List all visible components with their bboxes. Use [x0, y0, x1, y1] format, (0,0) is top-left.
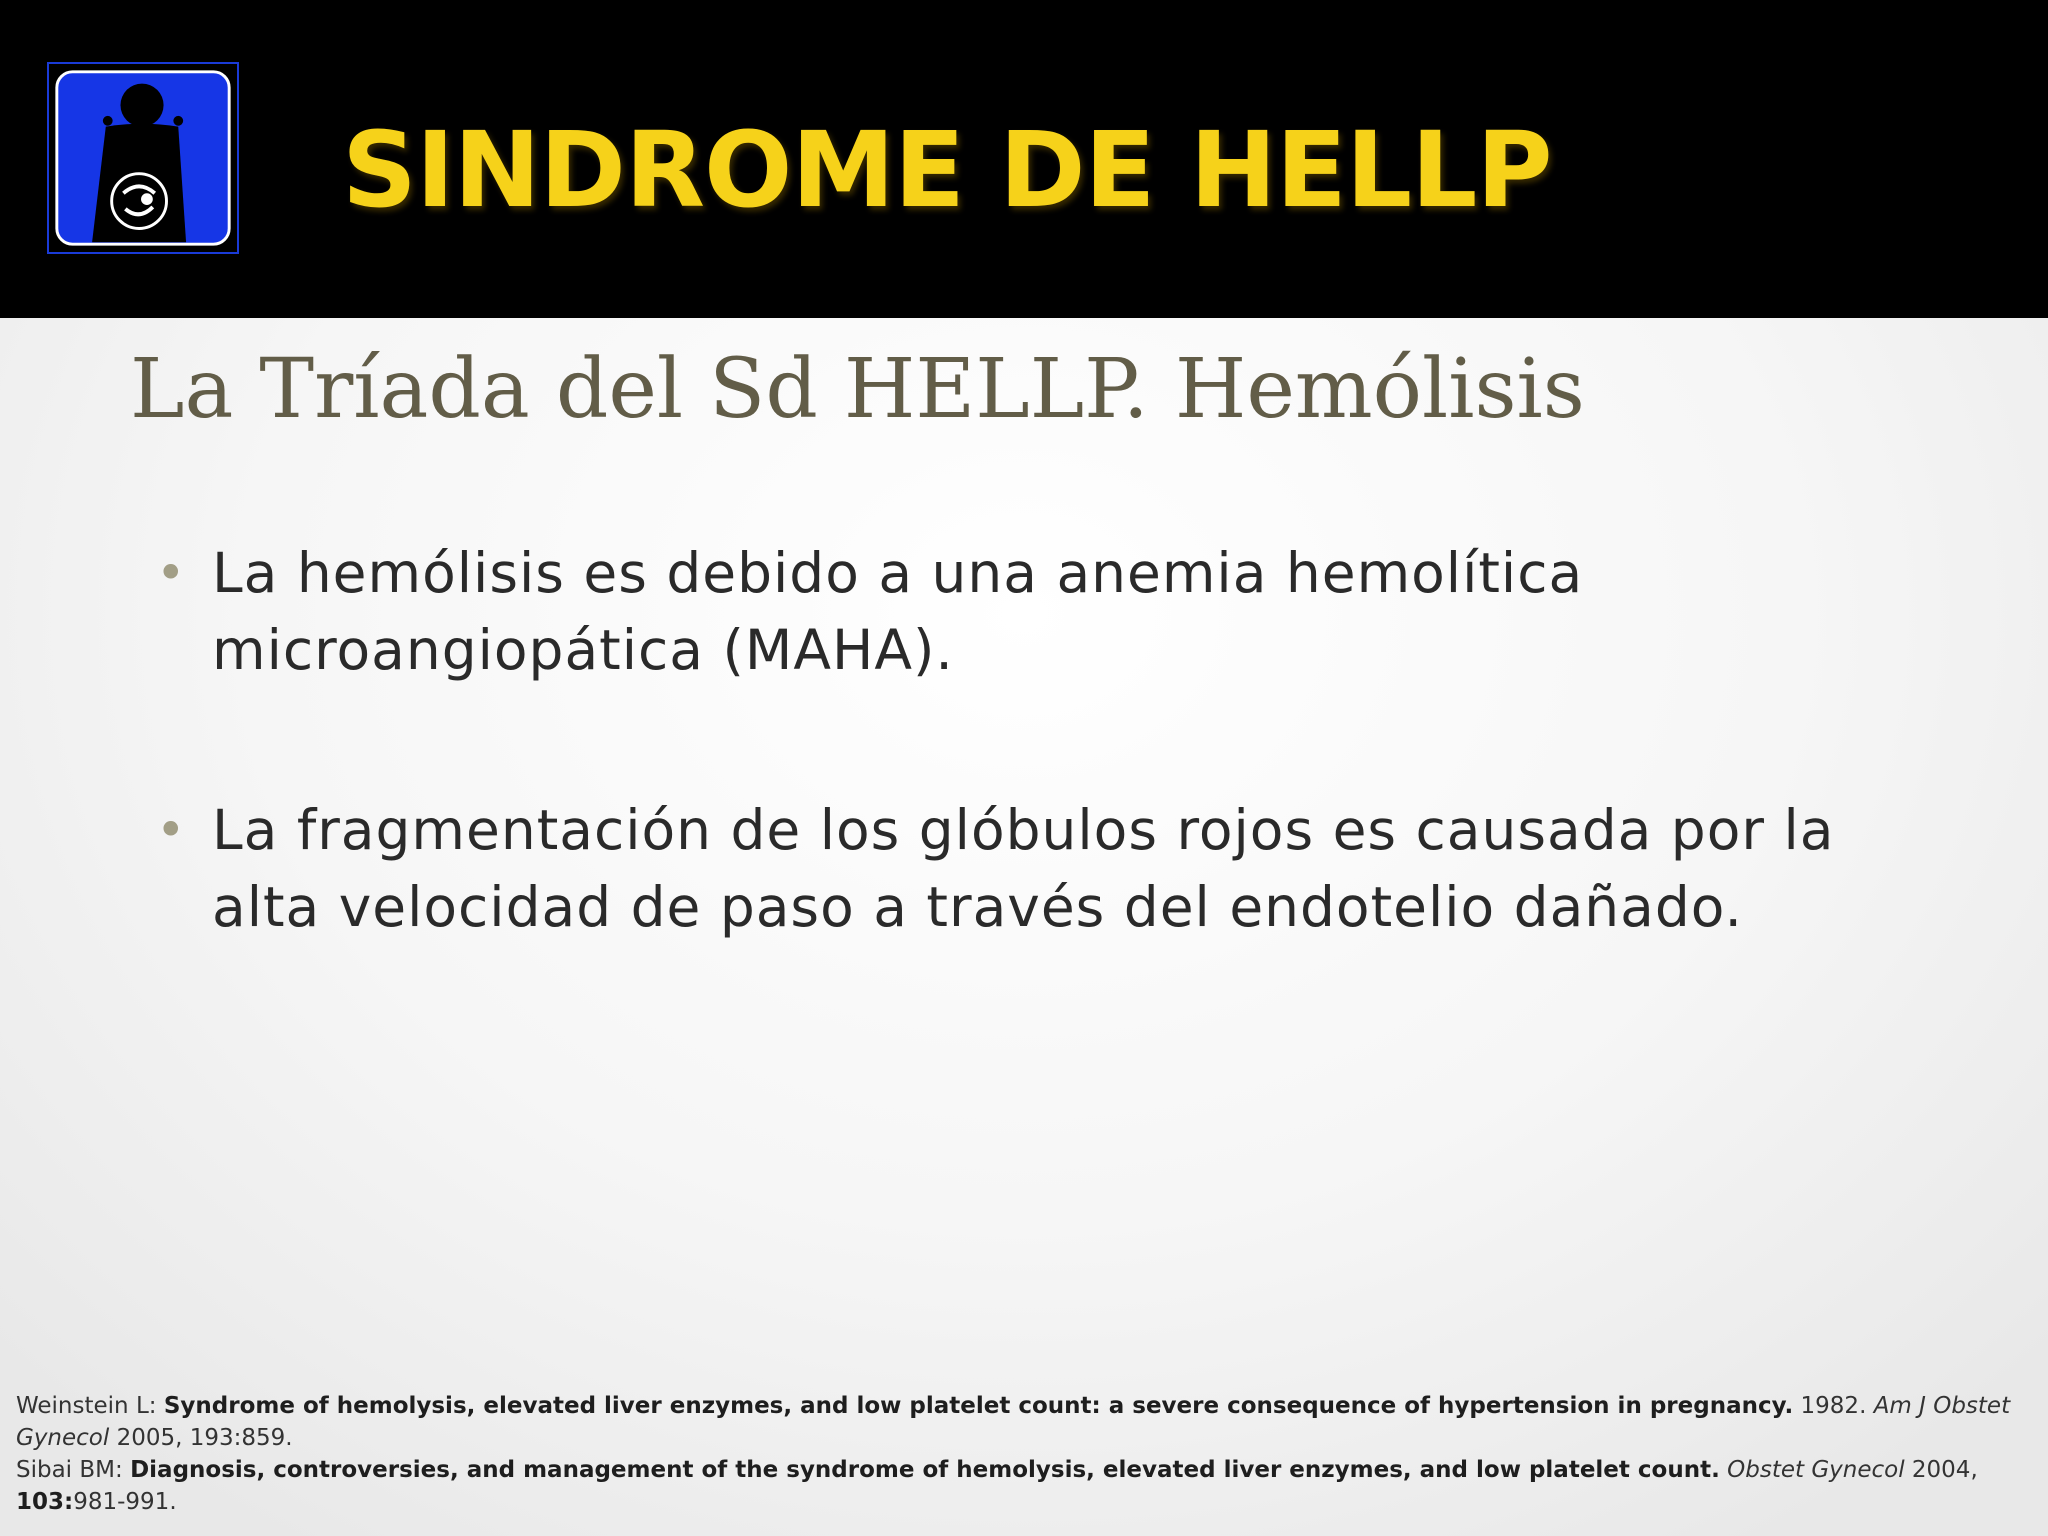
reference-journal: Obstet Gynecol — [1727, 1457, 1905, 1483]
bullet-text: La fragmentación de los glóbulos rojos es causada por la alta velocidad de paso a través del endotelio dañado. — [212, 798, 1835, 939]
reference-1 — [16, 1390, 2036, 1454]
references — [16, 1390, 2036, 1518]
reference-year: 2004, — [1904, 1457, 1978, 1483]
reference-2 — [16, 1454, 2036, 1518]
reference-author: Weinstein L: — [16, 1393, 164, 1419]
bullet-item — [150, 792, 1910, 946]
reference-title: Diagnosis, controversies, and management of the syndrome of hemolysis, elevated liver enzymes, and low platelet count. — [130, 1457, 1720, 1483]
reference-pages: 981-991. — [73, 1489, 177, 1515]
bullet-list — [150, 535, 1910, 1049]
reference-details: 2005, 193:859. — [109, 1425, 293, 1451]
bullet-marker: • — [156, 544, 187, 602]
reference-volume: 103: — [16, 1489, 74, 1515]
header-bar — [0, 0, 2048, 318]
bullet-text: La hemólisis es debido a una anemia hemolítica microangiopática (MAHA). — [212, 541, 1584, 682]
slide-title: La Tríada del Sd HELLP. Hemólisis — [130, 342, 1585, 437]
reference-year: 1982. — [1793, 1393, 1874, 1419]
bullet-marker: • — [156, 801, 187, 859]
header-title: SINDROME DE HELLP — [342, 109, 1552, 231]
reference-title: Syndrome of hemolysis, elevated liver enzymes, and low platelet count: a severe consequence of hypertension in pregnancy. — [163, 1393, 1794, 1419]
bullet-item — [150, 535, 1910, 689]
reference-journal: Am J Obstet Gynecol — [16, 1393, 2011, 1451]
reference-author: Sibai BM: — [16, 1457, 131, 1483]
pregnant-woman-icon — [47, 62, 239, 254]
